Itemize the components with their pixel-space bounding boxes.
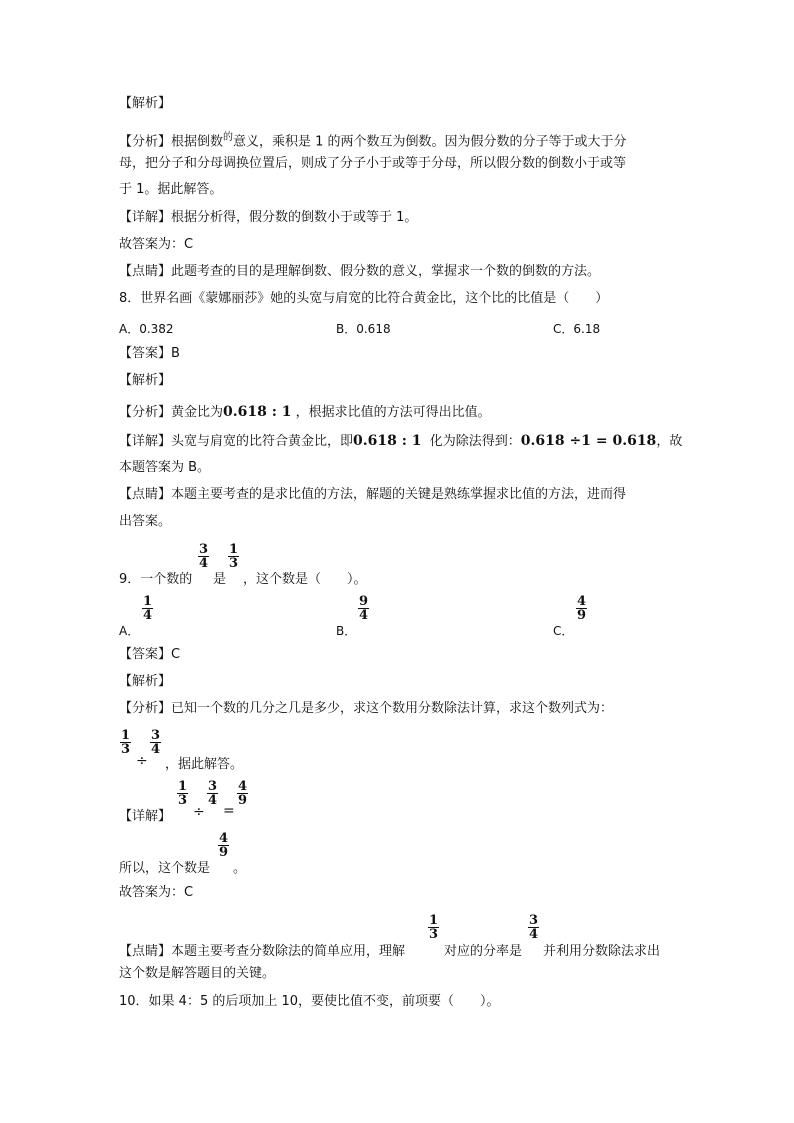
detail-heading: 【详解】 bbox=[119, 809, 172, 824]
fraction-three-quarters bbox=[528, 914, 539, 942]
fraction-four-ninths bbox=[237, 780, 248, 808]
detail-text-part: 【详解】头宽与肩宽的比符合黄金比，即 bbox=[119, 434, 354, 449]
question-9-option-a-fraction bbox=[142, 595, 153, 623]
analysis-text-part: ，根据求比值的方法可得出比值。 bbox=[295, 405, 491, 420]
analysis-text-part: 意义，乘积是 1 的两个数互为倒数。因为假分数的分子等于或大于分 bbox=[233, 134, 627, 150]
analysis-text-part: 【分析】根据倒数 bbox=[119, 134, 224, 150]
detail-text-part: 化为除法得到： bbox=[429, 434, 521, 449]
comment-text-part: 并利用分数除法求出 bbox=[543, 944, 661, 959]
analysis-text-superscript: 的 bbox=[223, 132, 234, 143]
conclusion-text: 所以，这个数是 bbox=[119, 861, 211, 876]
comment-text-line: 这个数是解答题目的关键。 bbox=[119, 966, 276, 981]
numerator: 1 bbox=[121, 728, 131, 743]
question-9-option-c-label: C． bbox=[553, 624, 574, 638]
analysis-text-part: 【分析】黄金比为 bbox=[119, 405, 224, 420]
detail-text-line: 【详解】根据分析得，假分数的倒数小于或等于 1。 bbox=[119, 210, 418, 225]
division-sign: ÷ bbox=[193, 804, 205, 820]
question-8: 8．世界名画《蒙娜丽莎》她的头宽与肩宽的比符合黄金比，这个比的比值是（ ） bbox=[119, 291, 609, 306]
fraction-one-third bbox=[428, 914, 439, 942]
question-9-text: ，这个数是（ ）。 bbox=[243, 572, 367, 587]
question-9-option-a-label: A． bbox=[119, 624, 140, 638]
fraction-three-quarters bbox=[150, 729, 161, 757]
numerator: 1 bbox=[229, 542, 239, 557]
question-9-text: 9．一个数的 bbox=[119, 572, 193, 587]
denominator: 4 bbox=[143, 608, 153, 623]
denominator: 3 bbox=[178, 793, 188, 808]
analysis-text-line: 【分析】已知一个数的几分之几是多少，求这个数用分数除法计算，求这个数列式为： bbox=[119, 701, 614, 716]
division-expression: 0.618 ÷1 = 0.618 bbox=[520, 433, 657, 449]
comment-text-part: 【点睛】本题主要考查分数除法的简单应用，理解 bbox=[119, 944, 406, 959]
numerator: 4 bbox=[577, 594, 587, 609]
numerator: 1 bbox=[178, 779, 188, 794]
comment-text-line: 【点睛】本题主要考查的是求比值的方法，解题的关键是熟练掌握求比值的方法，进而得 bbox=[119, 487, 627, 502]
denominator: 4 bbox=[199, 556, 209, 571]
question-8-option-b: B．0.618 bbox=[336, 322, 391, 336]
denominator: 3 bbox=[121, 742, 131, 757]
question-8-option-a: A．0.382 bbox=[119, 322, 174, 336]
question-9-option-b-label: B． bbox=[336, 624, 357, 638]
fraction-four-ninths bbox=[218, 832, 229, 860]
equals-sign: = bbox=[223, 803, 235, 819]
analysis-text-line bbox=[119, 130, 627, 150]
comment-text-line: 出答案。 bbox=[119, 514, 172, 529]
numerator: 4 bbox=[219, 831, 229, 846]
ratio-expression: 0.618 : 1 bbox=[353, 433, 422, 449]
fraction-one-third bbox=[120, 729, 131, 757]
denominator: 9 bbox=[577, 608, 587, 623]
numerator: 1 bbox=[429, 913, 439, 928]
denominator: 4 bbox=[529, 927, 539, 942]
analysis-text-line: 于 1。据此解答。 bbox=[119, 182, 223, 197]
answer-heading: 【答案】B bbox=[119, 346, 180, 361]
comment-text-line: 【点睛】此题考查的目的是理解倒数、假分数的意义，掌握求一个数的倒数的方法。 bbox=[119, 264, 601, 279]
fraction-three-quarters bbox=[198, 543, 209, 571]
question-9-text: 是 bbox=[213, 572, 227, 587]
fraction-one-third bbox=[177, 780, 188, 808]
analysis-text-part: ，据此解答。 bbox=[165, 757, 244, 772]
question-9-option-b-fraction bbox=[358, 595, 369, 623]
denominator: 4 bbox=[208, 793, 218, 808]
numerator: 3 bbox=[529, 913, 539, 928]
numerator: 4 bbox=[238, 779, 248, 794]
numerator: 3 bbox=[199, 542, 209, 557]
comment-text-part: 对应的分率是 bbox=[444, 944, 523, 959]
detail-text-line bbox=[119, 433, 682, 450]
denominator: 4 bbox=[359, 608, 369, 623]
analysis-heading: 【解析】 bbox=[119, 674, 172, 689]
analysis-text-line: 母，把分子和分母调换位置后，则成了分子小于或等于分母，所以假分数的倒数小于或等 bbox=[119, 156, 627, 171]
division-sign: ÷ bbox=[136, 753, 148, 769]
detail-text-line: 本题答案为 B。 bbox=[119, 460, 211, 475]
numerator: 1 bbox=[143, 594, 153, 609]
analysis-heading: 【解析】 bbox=[119, 96, 172, 111]
denominator: 9 bbox=[238, 793, 248, 808]
denominator: 4 bbox=[151, 742, 161, 757]
fraction-three-quarters bbox=[207, 780, 218, 808]
denominator: 3 bbox=[229, 556, 239, 571]
detail-text-part: ，故 bbox=[656, 434, 683, 449]
analysis-text-line bbox=[119, 404, 491, 421]
conclusion-text: 。 bbox=[233, 861, 247, 876]
numerator: 3 bbox=[208, 779, 218, 794]
answer-text-line: 故答案为：C bbox=[119, 885, 194, 900]
question-10: 10．如果 4：5 的后项加上 10，要使比值不变，前项要（ ）。 bbox=[119, 994, 500, 1009]
fraction-one-third bbox=[228, 543, 239, 571]
ratio-expression: 0.618 : 1 bbox=[223, 404, 292, 420]
question-8-option-c: C．6.18 bbox=[553, 322, 601, 336]
numerator: 3 bbox=[151, 728, 161, 743]
answer-heading: 【答案】C bbox=[119, 647, 181, 662]
denominator: 3 bbox=[429, 927, 439, 942]
analysis-heading: 【解析】 bbox=[119, 373, 172, 388]
denominator: 9 bbox=[219, 845, 229, 860]
numerator: 9 bbox=[359, 594, 369, 609]
answer-text-line: 故答案为：C bbox=[119, 237, 194, 252]
question-9-option-c-fraction bbox=[576, 595, 587, 623]
